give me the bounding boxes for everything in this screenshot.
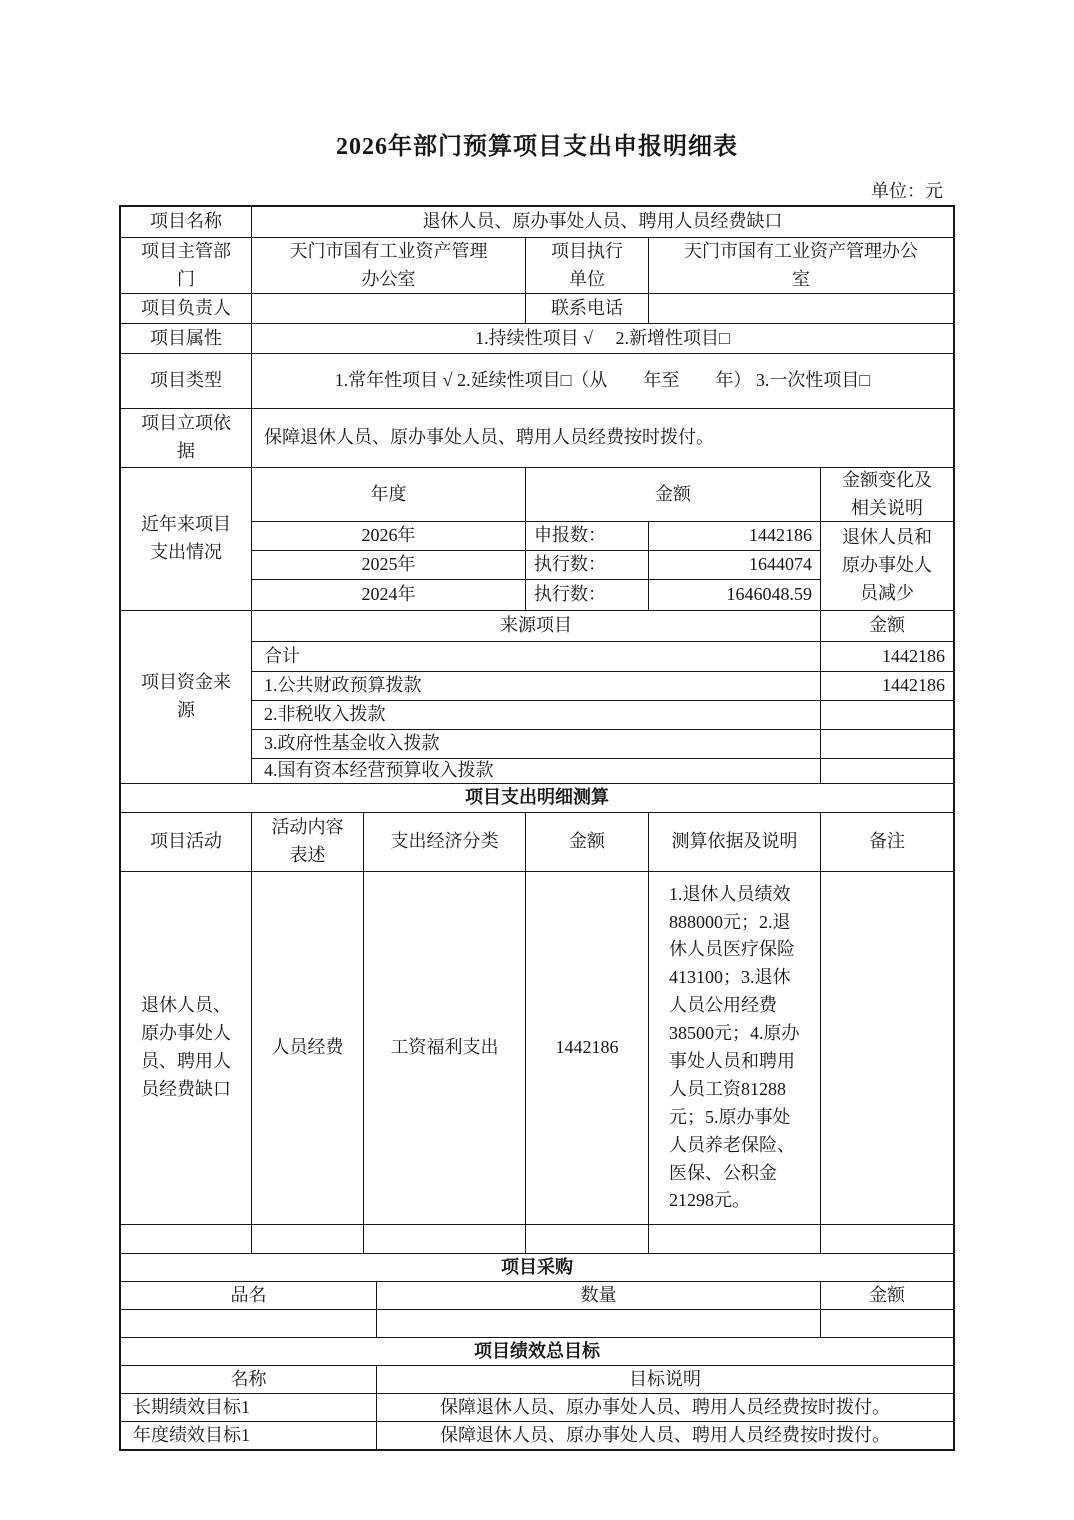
detail-remark-value: [820, 871, 953, 1224]
detail-empty-category: [363, 1224, 525, 1253]
detail-empty-basis: [648, 1224, 820, 1253]
recent-amount-2: 1646048.59: [648, 579, 820, 610]
detail-header-basis: 测算依据及说明: [648, 812, 820, 871]
detail-header-activity: 项目活动: [121, 812, 251, 871]
detail-section-title-row: [121, 783, 953, 812]
recent-kind-0: 申报数：: [525, 521, 648, 550]
project-name-value: 退休人员、原办事处人员、聘用人员经费缺口: [251, 207, 953, 237]
unit-label: 单位：元: [871, 181, 943, 201]
performance-section: [121, 1365, 953, 1449]
procurement-empty-amount: [820, 1309, 953, 1337]
performance-name-1: 年度绩效目标1: [121, 1421, 376, 1449]
project-manager-label: 项目负责人: [121, 293, 251, 323]
recent-kind-2: 执行数：: [525, 579, 648, 610]
project-basis-label: 项目立项依据: [121, 408, 251, 467]
performance-description-1: 保障退休人员、原办事处人员、聘用人员经费按时拨付。: [376, 1421, 953, 1449]
funding-source-4: 4.国有资本经营预算收入拨款: [251, 758, 820, 783]
detail-empty-content: [251, 1224, 363, 1253]
exec-unit-value: 天门市国有工业资产管理办公室: [648, 237, 953, 293]
funding-source-2: 2.非税收入拨款: [251, 700, 820, 729]
funding-amount-1: 1442186: [820, 671, 953, 700]
recent-year-1: 2025年: [251, 550, 525, 579]
supervisor-dept-value: 天门市国有工业资产管理办公室: [251, 237, 525, 293]
detail-empty-amount: [525, 1224, 648, 1253]
procurement-name-header: 品名: [121, 1281, 376, 1309]
performance-title-row: [121, 1337, 953, 1365]
project-type-label: 项目类型: [121, 353, 251, 408]
funding-amount-2: [820, 700, 953, 729]
funding-source-section: [121, 610, 953, 783]
funding-source-0: 合计: [251, 641, 820, 671]
contact-phone-value: [648, 293, 953, 323]
recent-expenditure-section: [121, 467, 953, 610]
project-basis-value: 保障退休人员、原办事处人员、聘用人员经费按时拨付。: [251, 408, 953, 467]
recent-year-0: 2026年: [251, 521, 525, 550]
procurement-section-title: 项目采购: [121, 1253, 953, 1281]
procurement-empty-name: [121, 1309, 376, 1337]
funding-source-1: 1.公共财政预算拨款: [251, 671, 820, 700]
funding-amount-header: 金额: [820, 610, 953, 641]
recent-year-2: 2024年: [251, 579, 525, 610]
detail-section: [121, 812, 953, 1253]
project-name-label: 项目名称: [150, 211, 222, 232]
procurement-quantity-header: 数量: [376, 1281, 820, 1309]
performance-description-header: 目标说明: [376, 1365, 953, 1393]
detail-header-category: 支出经济分类: [363, 812, 525, 871]
project-attribute-value: 1.持续性项目 √ 2.新增性项目□: [251, 323, 953, 353]
funding-source-label: 项目资金来源: [121, 610, 251, 783]
supervisor-dept-label: 项目主管部门: [121, 237, 251, 293]
detail-section-title: 项目支出明细测算: [121, 783, 953, 812]
detail-empty-activity: [121, 1224, 251, 1253]
detail-header-amount: 金额: [525, 812, 648, 871]
recent-expenditure-label: 近年来项目支出情况: [121, 467, 251, 610]
contact-phone-label: 联系电话: [525, 293, 648, 323]
budget-form-table: [119, 205, 955, 1451]
detail-basis-value: 1.退休人员绩效888000元；2.退休人员医疗保险413100；3.退休人员公用经费38500元；4.原办事处人员和聘用人员工资81288元；5.原办事处人员养老保险、医保、公积金21298元。: [648, 871, 820, 1224]
procurement-empty-quantity: [376, 1309, 820, 1337]
page-title: 2026年部门预算项目支出申报明细表: [336, 134, 738, 160]
recent-note-header: 金额变化及相关说明: [820, 467, 953, 521]
procurement-section: [121, 1281, 953, 1337]
project-attribute-label: 项目属性: [121, 323, 251, 353]
funding-source-header: 来源项目: [251, 610, 820, 641]
recent-amount-header: 金额: [525, 467, 820, 521]
attribute-section: [121, 323, 953, 467]
detail-category-value: 工资福利支出: [363, 871, 525, 1224]
performance-name-header: 名称: [121, 1365, 376, 1393]
detail-amount-value: 1442186: [525, 871, 648, 1224]
funding-amount-3: [820, 729, 953, 758]
performance-name-0: 长期绩效目标1: [121, 1393, 376, 1421]
detail-activity-value: 退休人员、原办事处人员、聘用人员经费缺口: [121, 871, 251, 1224]
performance-description-0: 保障退休人员、原办事处人员、聘用人员经费按时拨付。: [376, 1393, 953, 1421]
project-manager-value: [251, 293, 525, 323]
recent-amount-1: 1644074: [648, 550, 820, 579]
detail-content-value: 人员经费: [251, 871, 363, 1224]
detail-header-remark: 备注: [820, 812, 953, 871]
exec-unit-label: 项目执行单位: [525, 237, 648, 293]
funding-amount-4: [820, 758, 953, 783]
funding-amount-0: 1442186: [820, 641, 953, 671]
procurement-title-row: [121, 1253, 953, 1281]
detail-header-content: 活动内容表述: [251, 812, 363, 871]
funding-source-3: 3.政府性基金收入拨款: [251, 729, 820, 758]
project-type-value: 1.常年性项目 √ 2.延续性项目□（从 年至 年） 3.一次性项目□: [251, 353, 953, 408]
recent-amount-0: 1442186: [648, 521, 820, 550]
basic-info-section: [121, 207, 953, 323]
recent-year-header: 年度: [251, 467, 525, 521]
performance-section-title: 项目绩效总目标: [121, 1337, 953, 1365]
recent-note-value: 退休人员和原办事处人员减少: [820, 521, 953, 610]
detail-empty-remark: [820, 1224, 953, 1253]
procurement-amount-header: 金额: [820, 1281, 953, 1309]
recent-kind-1: 执行数：: [525, 550, 648, 579]
